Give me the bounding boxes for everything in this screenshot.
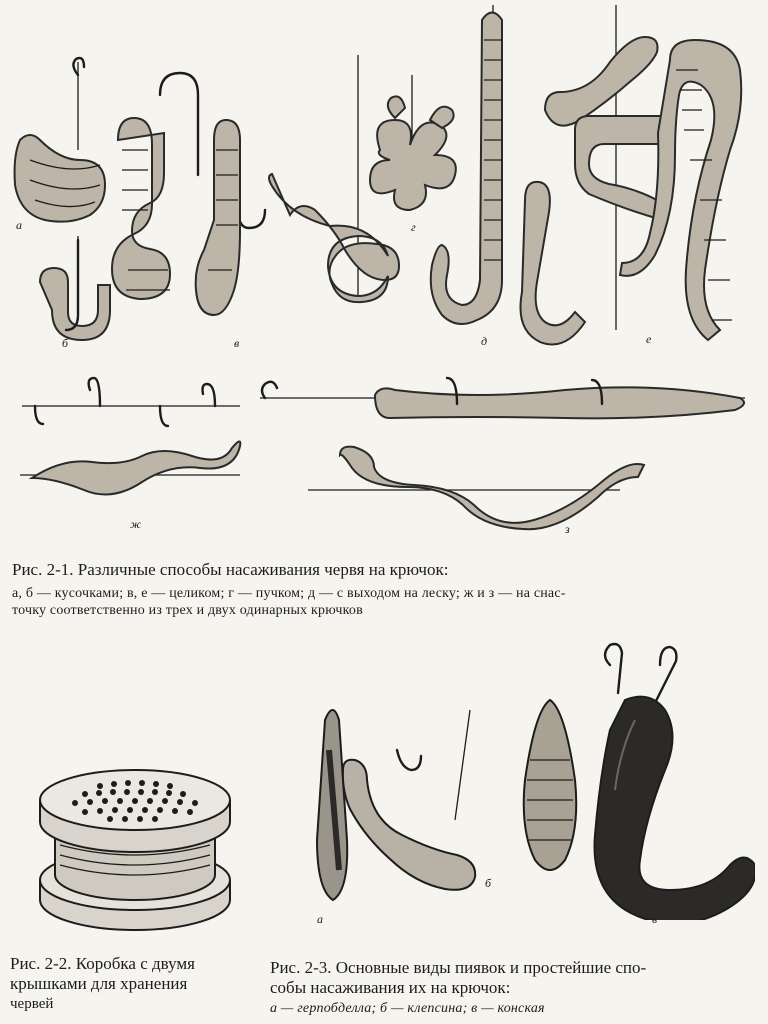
leech-a-herpobdella: [317, 710, 347, 900]
figure-2-3-leeches: [285, 640, 755, 920]
figure3-caption-line1: Рис. 2-3. Основные виды пиявок и простейшие спо-: [270, 958, 647, 977]
figure1-label-g: г: [411, 220, 416, 234]
rig-zh-hooks: [22, 378, 240, 426]
worm-a: [15, 58, 105, 222]
figure1-label-zh: ж: [130, 517, 142, 531]
figure1-caption: [12, 560, 762, 620]
worm-top-middle: [545, 5, 673, 330]
figure1-caption-line2: точку соответственно из трех и двух одинарных крючков: [12, 603, 363, 619]
figure2-caption-line3: червей: [10, 995, 54, 1012]
worm-z: [308, 447, 644, 530]
figure-2-2-worm-box: [30, 760, 250, 940]
figure2-caption-line2: крышками для хранения: [10, 974, 188, 994]
figure1-label-a: а: [16, 218, 22, 232]
figure3-label-a: а: [317, 912, 323, 926]
figure2-caption: [10, 954, 260, 1013]
figure1-label-z: з: [565, 522, 570, 536]
figure1-label-d: д: [481, 334, 488, 348]
figure3-caption-line2: собы насаживания их на крючок:: [270, 978, 511, 998]
figure3-label-v: в: [652, 912, 658, 926]
worm-v: [112, 73, 198, 299]
rig-z-hooks: [260, 378, 745, 418]
figure2-caption-line1: Рис. 2-2. Коробка с двумя: [10, 954, 195, 973]
worm-v-2: [196, 120, 265, 315]
worm-zh: [20, 441, 240, 494]
figure1-label-v: в: [234, 336, 240, 350]
leech-b-body: [524, 700, 577, 870]
worm-g-bunch: [370, 75, 456, 210]
figure1-label-b: б: [62, 336, 69, 350]
figure3-caption-line3: а — герпобделла; б — клепсина; в — конская: [270, 1000, 545, 1016]
figure1-caption-title: Рис. 2-1. Различные способы насаживания червя на крючок:: [12, 560, 449, 579]
figure3-caption: [270, 958, 762, 1018]
figure1-label-e: е: [646, 332, 652, 346]
worm-b: [40, 236, 110, 340]
leech-v-horse: [595, 644, 756, 920]
figure1-caption-line1: а, б — кусочками; в, е — целиком; г — пучком; д — с выходом на леску; ж и з — на снас-: [12, 586, 566, 602]
leech-b-klepsina: [343, 710, 475, 890]
worm-e: [620, 40, 741, 340]
figure3-label-b: б: [485, 876, 492, 890]
